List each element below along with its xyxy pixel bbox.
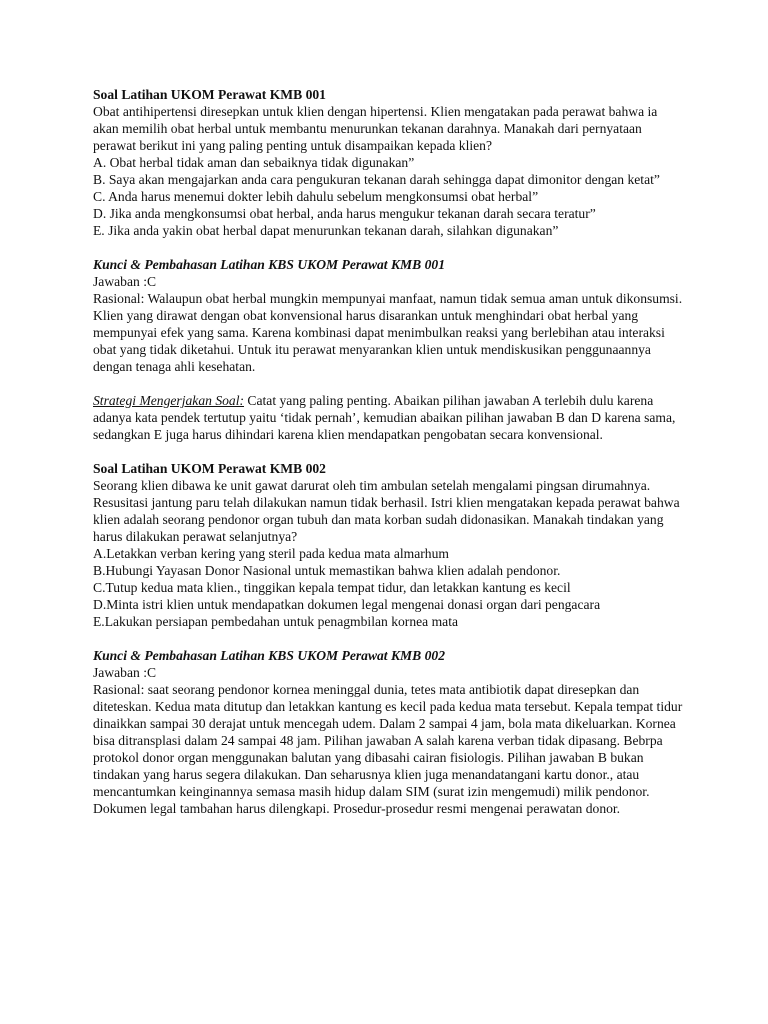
answer-key-2-rationale: Rasional: saat seorang pendonor kornea meninggal dunia, tetes mata antibiotik dapat diresepkan dan diteteskan. Kedua mata ditutup dan letakkan kantung es kecil pada kedua mata tersebut. Kepala tempat tidur dinaikkan sampai 30 derajat untuk mencegah udem. Dalam 2 sampai 4 jam, bola mata dikeluarkan. Kornea bisa ditransplasi dalam 24 sampai 48 jam. Pilihan jawaban A salah karena verban tidak dipasang. Bebrpa protokol donor organ menggunakan balutan yang dibasahi cairan fisiologis. Pilihan jawaban B bukan tindakan yang harus segera dilakukan. Dan seharusnya klien juga menandatangani kartu donor., atau mencantumkan keinginannya semasa masih hidup dalam SIM (surat izin mengemudi) milik pendonor. Dokumen legal tambahan harus dilengkapi. Prosedur-prosedur resmi mengenai perawatan donor. xyxy=(93,682,683,816)
question-2-title: Soal Latihan UKOM Perawat KMB 002 xyxy=(93,461,326,476)
question-1-option-a: A. Obat herbal tidak aman dan sebaiknya tidak digunakan” xyxy=(93,155,415,170)
question-2-stem: Seorang klien dibawa ke unit gawat darurat oleh tim ambulan setelah mengalami pingsan dirumahnya. Resusitasi jantung paru telah dilakukan namun tidak berhasil. Istri klien mengatakan kepada perawat bahwa klien adalah seorang pendonor organ tubuh dan mata korban sudah didonasikan. Manakah tindakan yang harus dilakukan perawat selanjutnya? xyxy=(93,478,680,544)
question-1-stem: Obat antihipertensi diresepkan untuk klien dengan hipertensi. Klien mengatakan pada perawat bahwa ia akan memilih obat herbal untuk membantu menurunkan tekanan darahnya. Manakah dari pernyataan perawat berikut ini yang paling penting untuk disampaikan kepada klien? xyxy=(93,104,658,153)
question-1-option-b: B. Saya akan mengajarkan anda cara pengukuran tekanan darah sehingga dapat dimonitor dengan ketat” xyxy=(93,172,660,187)
answer-key-2-title: Kunci & Pembahasan Latihan KBS UKOM Perawat KMB 002 xyxy=(93,648,445,663)
strategy-1-paragraph xyxy=(93,392,683,443)
answer-key-1-title: Kunci & Pembahasan Latihan KBS UKOM Perawat KMB 001 xyxy=(93,257,445,272)
question-1-option-d: D. Jika anda mengkonsumsi obat herbal, anda harus mengukur tekanan darah secara teratur” xyxy=(93,206,596,221)
question-2-option-a: A.Letakkan verban kering yang steril pada kedua mata almarhum xyxy=(93,546,449,561)
question-2-option-c: C.Tutup kedua mata klien., tinggikan kepala tempat tidur, dan letakkan kantung es kecil xyxy=(93,580,571,595)
strategy-1-label: Strategi Mengerjakan Soal: xyxy=(93,393,245,408)
question-2-option-e: E.Lakukan persiapan pembedahan untuk penagmbilan kornea mata xyxy=(93,614,459,629)
question-1-option-e: E. Jika anda yakin obat herbal dapat menurunkan tekanan darah, silahkan digunakan” xyxy=(93,223,559,238)
strategy-1-text: Catat yang paling penting. Abaikan pilihan jawaban A terlebih dulu karena adanya kata pendek tertutup yaitu ‘tidak pernah’, kemudian abaikan pilihan jawaban B dan D karena sama, sedangkan E juga harus dihindari karena klien mendapatkan pengobatan secara konvensional. xyxy=(93,393,676,442)
answer-key-2-answer: Jawaban :C xyxy=(93,665,157,680)
answer-key-1-rationale: Rasional: Walaupun obat herbal mungkin mempunyai manfaat, namun tidak semua aman untuk dikonsumsi. Klien yang dirawat dengan obat konvensional harus disarankan untuk menghindari obat herbal yang mempunyai efek yang sama. Karena kombinasi dapat menimbulkan reaksi yang berlebihan atau interaksi obat yang tidak diketahui. Untuk itu perawat menyarankan klien untuk mendiskusikan penggunaannya dengan tenaga ahli kesehatan. xyxy=(93,291,683,374)
question-2 xyxy=(93,460,683,630)
document-page xyxy=(93,86,683,834)
answer-key-2 xyxy=(93,647,683,817)
strategy-1 xyxy=(93,392,683,443)
answer-key-1-answer: Jawaban :C xyxy=(93,274,157,289)
answer-key-1 xyxy=(93,256,683,375)
question-1-option-c: C. Anda harus menemui dokter lebih dahulu sebelum mengkonsumsi obat herbal” xyxy=(93,189,539,204)
question-1 xyxy=(93,86,683,239)
question-1-title: Soal Latihan UKOM Perawat KMB 001 xyxy=(93,87,326,102)
question-2-option-b: B.Hubungi Yayasan Donor Nasional untuk memastikan bahwa klien adalah pendonor. xyxy=(93,563,561,578)
question-2-option-d: D.Minta istri klien untuk mendapatkan dokumen legal mengenai donasi organ dari pengacara xyxy=(93,597,601,612)
